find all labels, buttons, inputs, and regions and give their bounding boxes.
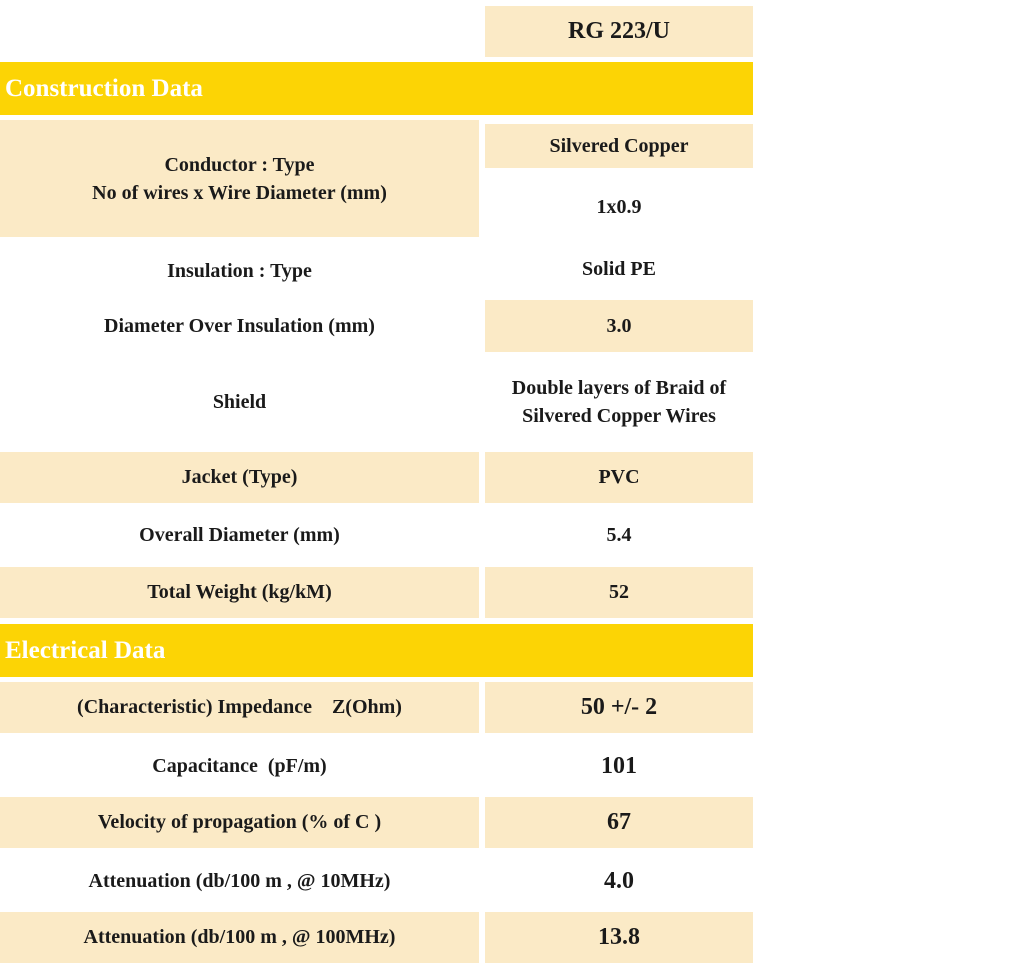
conductor-type-text: Silvered Copper xyxy=(549,134,689,157)
diameter-insulation-label-text: Diameter Over Insulation (mm) xyxy=(104,314,375,337)
impedance-label xyxy=(0,682,479,733)
insulation-value xyxy=(485,243,753,295)
impedance-value xyxy=(485,682,753,733)
impedance-value-text: 50 +/- 2 xyxy=(580,694,658,720)
section-construction-header xyxy=(0,62,753,115)
overall-diameter-label-text: Overall Diameter (mm) xyxy=(139,523,340,546)
section-construction-title: Construction Data xyxy=(5,74,203,102)
insulation-label-text: Insulation : Type xyxy=(167,259,312,282)
conductor-label-type: Conductor : Type xyxy=(164,153,315,176)
attenuation-100mhz-label xyxy=(0,912,479,963)
attenuation-10mhz-label xyxy=(0,855,479,907)
velocity-label xyxy=(0,797,479,848)
velocity-value-text: 67 xyxy=(607,809,631,835)
shield-label xyxy=(0,358,479,446)
conductor-label xyxy=(0,120,479,237)
attenuation-10mhz-value-text: 4.0 xyxy=(604,867,634,894)
shield-value-line1: Double layers of Braid of xyxy=(511,377,727,399)
velocity-label-text: Velocity of propagation (% of C ) xyxy=(97,811,382,833)
total-weight-label xyxy=(0,567,479,618)
attenuation-100mhz-value xyxy=(485,912,753,963)
attenuation-10mhz-label-text: Attenuation (db/100 m , @ 10MHz) xyxy=(88,869,391,892)
diameter-insulation-value-text: 3.0 xyxy=(606,314,632,337)
jacket-value xyxy=(485,452,753,503)
section-electrical-header xyxy=(0,624,753,677)
conductor-label-wires: No of wires x Wire Diameter (mm) xyxy=(92,181,387,204)
insulation-label xyxy=(0,245,479,297)
jacket-label-text: Jacket (Type) xyxy=(181,466,298,488)
capacitance-label-text: Capacitance (pF/m) xyxy=(152,754,327,777)
shield-value xyxy=(485,358,753,446)
total-weight-value xyxy=(485,567,753,618)
overall-diameter-label xyxy=(0,509,479,561)
section-electrical-title: Electrical Data xyxy=(5,636,166,664)
shield-label-text: Shield xyxy=(212,390,267,413)
overall-diameter-value xyxy=(485,509,753,561)
product-header xyxy=(485,6,753,57)
total-weight-label-text: Total Weight (kg/kM) xyxy=(147,581,332,603)
conductor-wires-text: 1x0.9 xyxy=(596,195,642,218)
capacitance-value xyxy=(485,740,753,792)
capacitance-label xyxy=(0,740,479,792)
attenuation-10mhz-value xyxy=(485,855,753,907)
diameter-insulation-value xyxy=(485,300,753,352)
shield-value-line2: Silvered Copper Wires xyxy=(522,405,716,427)
conductor-wires-value xyxy=(485,176,753,238)
jacket-label xyxy=(0,452,479,503)
total-weight-value-text: 52 xyxy=(609,581,629,603)
attenuation-100mhz-label-text: Attenuation (db/100 m , @ 100MHz) xyxy=(83,926,396,948)
product-title: RG 223/U xyxy=(568,18,670,44)
jacket-value-text: PVC xyxy=(598,466,640,488)
diameter-insulation-label xyxy=(0,300,479,352)
impedance-label-text: (Characteristic) Impedance Z(Ohm) xyxy=(77,696,402,718)
insulation-value-text: Solid PE xyxy=(582,257,656,280)
velocity-value xyxy=(485,797,753,848)
capacitance-value-text: 101 xyxy=(601,752,637,779)
overall-diameter-value-text: 5.4 xyxy=(606,523,632,546)
attenuation-100mhz-value-text: 13.8 xyxy=(598,924,640,950)
conductor-type-value xyxy=(485,124,753,168)
